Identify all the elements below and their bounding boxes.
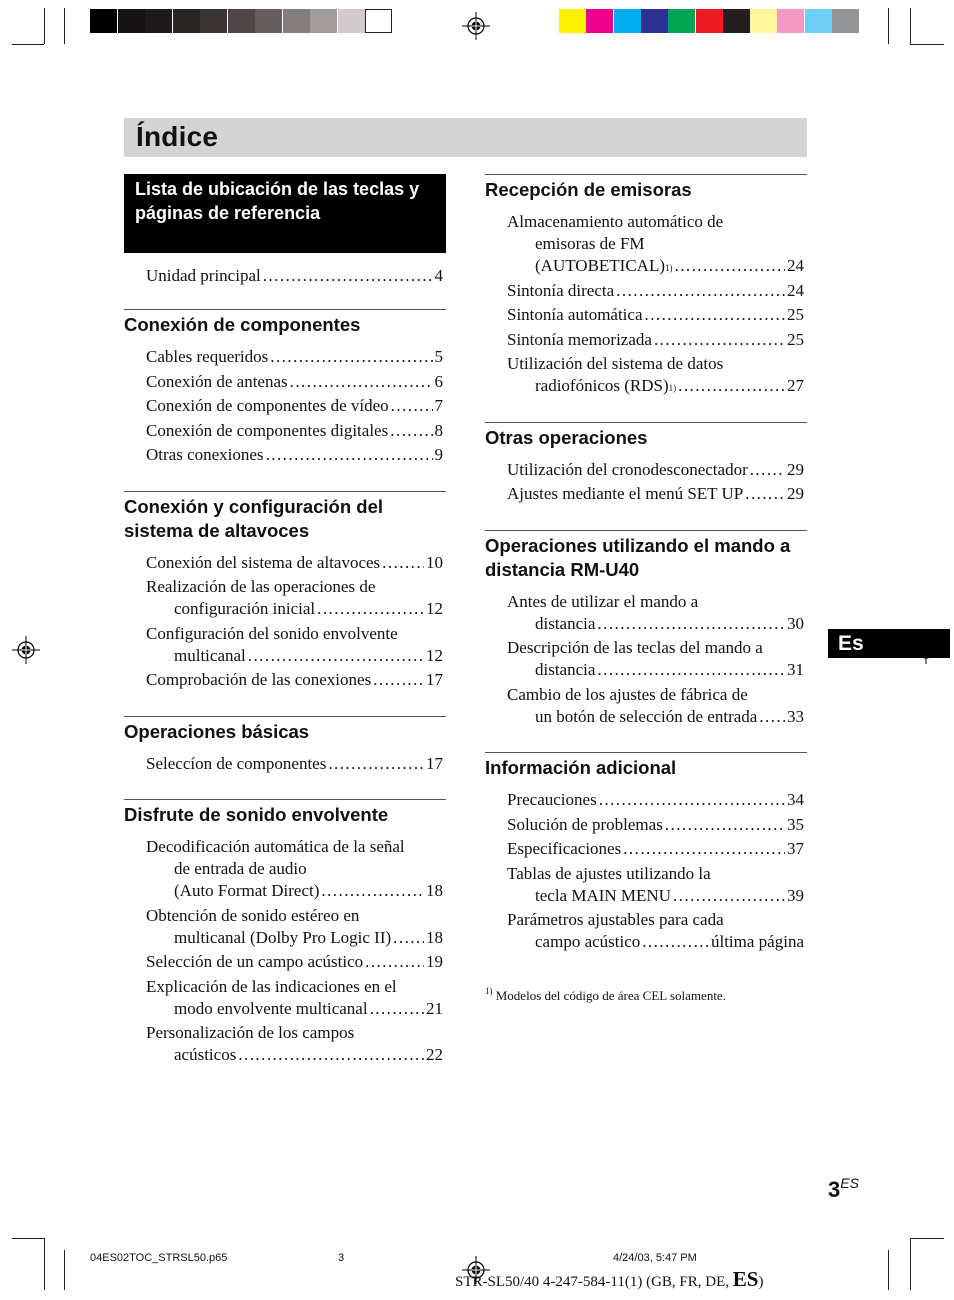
dot-leader xyxy=(597,659,785,681)
toc-entry[interactable] xyxy=(507,838,804,860)
toc-entry-title: Conexión de componentes de vídeo xyxy=(146,396,389,415)
toc-page-number: 29 xyxy=(787,459,804,479)
toc-entry[interactable] xyxy=(507,280,804,302)
toc-entry-title: multicanal xyxy=(174,645,246,665)
toc-page-number: 17 xyxy=(426,753,443,773)
dot-leader xyxy=(370,998,424,1020)
toc-entry-text: Cambio de los ajustes de fábrica de xyxy=(507,684,748,704)
toc-entry[interactable] xyxy=(146,836,443,902)
toc-page-number: 19 xyxy=(426,952,443,971)
toc-entry-title: Otras conexiones xyxy=(146,445,264,464)
color-swatch xyxy=(641,9,668,33)
toc-entry-title: Utilización del cronodesconectador xyxy=(507,459,748,479)
footer-model-close: ) xyxy=(758,1274,764,1290)
dot-leader xyxy=(623,838,785,860)
toc-entry[interactable] xyxy=(146,951,443,973)
toc-entry[interactable] xyxy=(146,420,443,442)
section-divider xyxy=(124,309,446,310)
toc-entry[interactable] xyxy=(146,444,443,466)
toc-page-number: 31 xyxy=(787,660,804,679)
toc-entry-title: configuración inicial xyxy=(174,599,316,618)
toc-entry-title: Precauciones xyxy=(507,790,597,809)
toc-entry[interactable] xyxy=(146,905,443,949)
dot-leader xyxy=(321,880,424,902)
section-heading: Conexión de componentes xyxy=(124,314,361,335)
toc-entry-title: tecla MAIN MENU xyxy=(535,885,671,905)
dot-leader xyxy=(673,885,785,907)
toc-entry-text: Utilización del sistema de datos xyxy=(507,354,724,373)
crop-mark xyxy=(64,8,65,44)
toc-entry[interactable] xyxy=(146,753,443,775)
crop-mark xyxy=(888,1250,889,1290)
section-heading: Disfrute de sonido envolvente xyxy=(124,804,389,825)
dot-leader xyxy=(599,789,785,811)
section-heading: Conexión y configuración del sistema de altavoces xyxy=(124,495,384,541)
toc-page-number: 7 xyxy=(434,396,443,415)
section-divider xyxy=(485,422,807,423)
dot-leader xyxy=(328,753,424,775)
toc-page-number: 21 xyxy=(426,998,443,1018)
toc-entry-text: Configuración del sonido envolvente xyxy=(146,623,398,643)
section-heading: Operaciones utilizando el mando a distancia RM-U40 xyxy=(485,534,791,580)
color-swatch xyxy=(832,9,859,33)
language-side-tab: Es xyxy=(828,629,950,658)
toc-page-number: 12 xyxy=(426,599,443,618)
toc-entry[interactable] xyxy=(507,483,804,505)
section-heading: Información adicional xyxy=(485,757,677,778)
toc-entry-title: Ajustes mediante el menú SET UP xyxy=(507,484,744,503)
toc-entry[interactable] xyxy=(146,552,443,574)
toc-entry[interactable] xyxy=(146,371,443,393)
toc-page-number: 24 xyxy=(787,280,804,300)
dot-leader xyxy=(391,395,433,417)
toc-entry[interactable] xyxy=(146,395,443,417)
gray-swatch xyxy=(283,9,310,33)
color-swatch xyxy=(723,9,750,33)
section-divider xyxy=(485,530,807,531)
gray-swatch xyxy=(338,9,365,33)
toc-entry[interactable] xyxy=(507,591,804,635)
section-heading: Recepción de emisoras xyxy=(485,179,692,200)
toc-entry[interactable]: Utilización del sistema de datos radiofónicos (RDS) 1) . . . 27 xyxy=(507,353,804,397)
color-swatch xyxy=(696,9,723,33)
dot-leader xyxy=(365,951,424,973)
toc-entry-title: radiofónicos (RDS) xyxy=(535,376,669,395)
toc-entry-title: campo acústico xyxy=(535,932,641,951)
color-swatch xyxy=(668,9,695,33)
toc-page-number: 25 xyxy=(787,305,804,324)
dot-leader xyxy=(654,329,785,351)
toc-entry-title: Unidad principal xyxy=(146,266,261,285)
crop-mark xyxy=(12,44,44,45)
gray-swatch xyxy=(90,9,117,33)
dot-leader xyxy=(382,552,424,574)
footer-file-name: 04ES02TOC_STRSL50.p65 xyxy=(90,1252,228,1264)
dot-leader xyxy=(675,255,786,277)
toc-page-number: 27 xyxy=(787,376,804,395)
toc-entry-text: Descripción de las teclas del mando a xyxy=(507,638,763,657)
crop-mark xyxy=(888,8,889,44)
toc-page-number: última página xyxy=(710,932,804,951)
toc-entry-title: Sintonía directa xyxy=(507,280,615,300)
toc-page-number: 33 xyxy=(787,706,804,726)
toc-entry[interactable]: Almacenamiento automático de emisoras de FM (AUTOBETICAL) 1) . . . 24 xyxy=(507,211,804,277)
dot-leader xyxy=(373,669,424,691)
footer-model-text: STR-SL50/40 4-247-584-11(1) (GB, FR, DE, xyxy=(455,1274,730,1290)
crop-mark xyxy=(12,1238,44,1239)
toc-entry-title: Especificaciones xyxy=(507,839,622,858)
section-heading: Otras operaciones xyxy=(485,426,648,448)
gray-swatch xyxy=(310,9,337,33)
footnote xyxy=(485,988,726,1004)
toc-page-number: 35 xyxy=(787,814,804,834)
toc-entry-title: Conexión de antenas xyxy=(146,371,288,391)
page-number xyxy=(828,1168,859,1205)
gray-swatch xyxy=(228,9,255,33)
toc-page-number: 6 xyxy=(434,371,443,391)
registration-mark-icon xyxy=(12,636,40,664)
crop-mark xyxy=(910,44,944,45)
toc-page-number: 25 xyxy=(787,329,804,349)
toc-entry[interactable] xyxy=(146,669,443,691)
crop-mark xyxy=(44,1238,45,1290)
section-divider xyxy=(485,752,807,753)
title-bar xyxy=(124,118,807,157)
dot-leader xyxy=(665,814,785,836)
gray-swatch xyxy=(365,9,392,33)
toc-entry[interactable] xyxy=(507,814,804,836)
toc-page-number: 39 xyxy=(787,885,804,905)
toc-page-number: 18 xyxy=(426,881,443,900)
toc-entry-title: Conexión del sistema de altavoces xyxy=(146,552,381,572)
gray-swatch xyxy=(200,9,227,33)
dot-leader xyxy=(642,931,709,953)
toc-entry-title: Conexión de componentes digitales xyxy=(146,420,389,440)
toc-entry[interactable] xyxy=(146,346,443,368)
toc-page-number: 4 xyxy=(434,266,443,285)
section-divider xyxy=(124,799,446,800)
dot-leader xyxy=(270,346,432,368)
gray-swatch xyxy=(173,9,200,33)
section-heading-boxed: Lista de ubicación de las teclas y páginas de referencia xyxy=(124,174,446,253)
toc-entry-title: (AUTOBETICAL) xyxy=(535,256,665,275)
gray-swatch xyxy=(255,9,282,33)
crop-mark xyxy=(910,8,911,44)
toc-entry[interactable] xyxy=(507,459,804,481)
toc-page-number: 24 xyxy=(787,256,804,275)
color-swatch xyxy=(614,9,641,33)
toc-page-number: 29 xyxy=(787,484,804,503)
toc-page-number: 10 xyxy=(426,552,443,572)
toc-entry-title: Comprobación de las conexiones xyxy=(146,670,372,689)
toc-page-number: 17 xyxy=(426,670,443,689)
page-number-suffix: ES xyxy=(840,1175,859,1191)
dot-leader xyxy=(750,459,785,481)
dot-leader xyxy=(290,371,433,393)
toc-entry-text: Parámetros ajustables para cada xyxy=(507,910,724,929)
crop-mark xyxy=(44,8,45,44)
section-divider xyxy=(124,491,446,492)
toc-entry[interactable] xyxy=(146,976,443,1020)
toc-entry-text: Tablas de ajustes utilizando la xyxy=(507,863,711,883)
toc-entry-title: un botón de selección de entrada xyxy=(535,706,758,726)
toc-page-number: 18 xyxy=(426,927,443,947)
toc-entry[interactable] xyxy=(146,1022,443,1066)
footer-model xyxy=(455,1268,763,1293)
toc-entry[interactable] xyxy=(146,576,443,620)
toc-entry-text: Personalización de los campos xyxy=(146,1023,355,1042)
section-divider xyxy=(485,174,807,175)
toc-entry-title: distancia xyxy=(535,613,596,633)
toc-page-number: 37 xyxy=(787,839,804,858)
toc-entry[interactable] xyxy=(146,623,443,667)
color-swatch xyxy=(805,9,832,33)
toc-entry-title: Sintonía memorizada xyxy=(507,329,652,349)
crop-mark xyxy=(64,1250,65,1290)
gray-swatch xyxy=(145,9,172,33)
toc-entry-text: Obtención de sonido estéreo en xyxy=(146,905,360,925)
dot-leader xyxy=(393,927,424,949)
crop-mark xyxy=(910,1238,911,1290)
page-number-digit: 3 xyxy=(828,1177,841,1202)
toc-entry[interactable] xyxy=(507,789,804,811)
dot-leader xyxy=(266,444,433,466)
toc-entry-title: Cables requeridos xyxy=(146,347,269,366)
section-divider xyxy=(124,716,446,717)
toc-entry[interactable] xyxy=(507,684,804,728)
toc-entry-title: distancia xyxy=(535,660,596,679)
toc-entry-title: (Auto Format Direct) xyxy=(174,881,320,900)
toc-entry-text: emisoras de FM xyxy=(535,234,645,253)
color-swatch xyxy=(777,9,804,33)
toc-entry-text: Realización de las operaciones de xyxy=(146,577,376,596)
gray-swatch xyxy=(118,9,145,33)
toc-page-number: 12 xyxy=(426,645,443,665)
toc-page-number: 8 xyxy=(434,420,443,440)
toc-entry-title: Selección de un campo acústico xyxy=(146,952,364,971)
dot-leader xyxy=(248,645,424,667)
toc-entry-text: Explicación de las indicaciones en el xyxy=(146,976,397,996)
toc-entry[interactable] xyxy=(507,637,804,681)
toc-page-number: 22 xyxy=(426,1045,443,1064)
dot-leader xyxy=(390,420,432,442)
page-title: Índice xyxy=(136,121,219,152)
toc-entry-text: de entrada de audio xyxy=(174,859,307,878)
dot-leader xyxy=(597,613,785,635)
toc-entry-title: Seleccíon de componentes xyxy=(146,753,327,773)
toc-page-number: 5 xyxy=(434,347,443,366)
toc-page-number: 9 xyxy=(434,445,443,464)
toc-entry[interactable] xyxy=(507,329,804,351)
toc-entry-title: Solución de problemas xyxy=(507,814,663,834)
dot-leader xyxy=(317,598,424,620)
toc-page-number: 30 xyxy=(787,613,804,633)
toc-entry-title: Sintonía automática xyxy=(507,305,643,324)
dot-leader xyxy=(645,304,786,326)
toc-entry-title: modo envolvente multicanal xyxy=(174,998,368,1018)
toc-entry[interactable] xyxy=(507,304,804,326)
footer-page: 3 xyxy=(338,1252,345,1264)
dot-leader xyxy=(238,1044,424,1066)
toc-entry-text: Decodificación automática de la señal xyxy=(146,837,405,856)
section-heading: Operaciones básicas xyxy=(124,720,310,742)
registration-mark-icon xyxy=(462,12,490,40)
color-swatch xyxy=(586,9,613,33)
dot-leader xyxy=(678,375,785,397)
toc-entry[interactable] xyxy=(146,265,443,287)
color-swatch xyxy=(559,9,586,33)
toc-entry-text: Antes de utilizar el mando a xyxy=(507,591,699,611)
dot-leader xyxy=(616,280,785,302)
toc-entry-text: Almacenamiento automático de xyxy=(507,212,724,231)
footer-date: 4/24/03, 5:47 PM xyxy=(613,1252,697,1264)
dot-leader xyxy=(263,265,433,287)
toc-entry-title: acústicos xyxy=(174,1045,237,1064)
footer-model-es: ES xyxy=(732,1267,759,1291)
toc-page-number: 34 xyxy=(787,790,804,809)
color-swatch xyxy=(750,9,777,33)
crop-mark xyxy=(910,1238,944,1239)
toc-entry[interactable] xyxy=(507,863,804,907)
dot-leader xyxy=(759,706,785,728)
footnote-text: Modelos del código de área CEL solamente. xyxy=(495,988,726,1003)
dot-leader xyxy=(745,483,785,505)
toc-entry-title: multicanal (Dolby Pro Logic II) xyxy=(174,927,392,947)
footnote-mark: 1) xyxy=(485,986,493,996)
toc-entry[interactable] xyxy=(507,909,804,953)
